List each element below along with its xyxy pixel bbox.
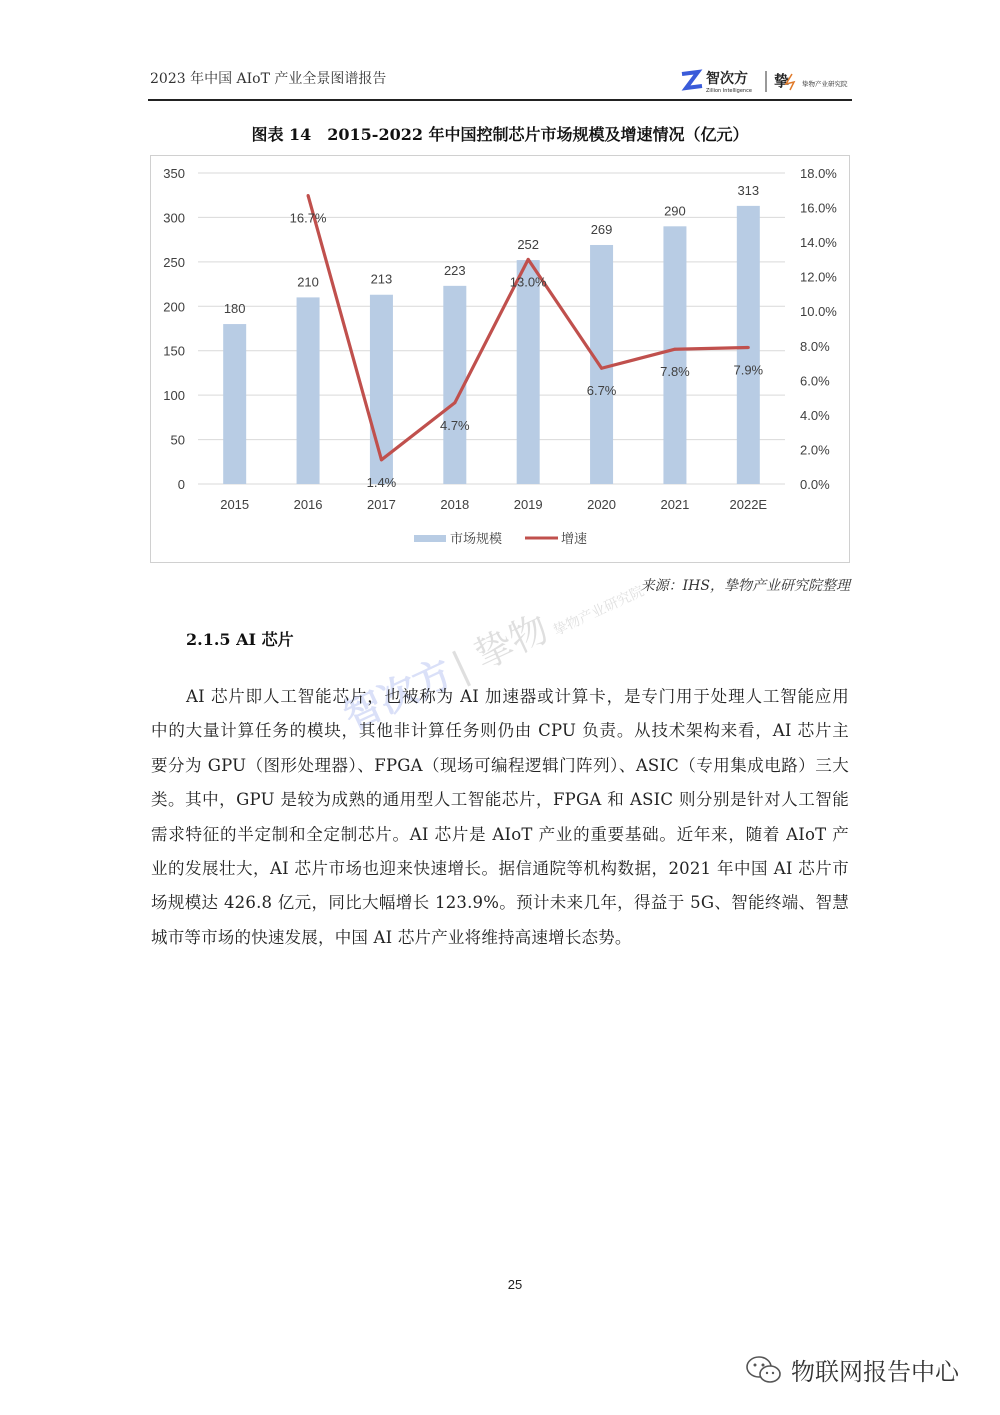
bar-value-label: 223 [443,262,466,278]
legend-bar-label: 市场规模 [450,532,503,547]
y-right-tick-label: 16.0% [800,200,837,216]
figure-source: 来源：IHS，挚物产业研究院整理 [640,578,850,594]
header-title: 2023 年中国 AIoT 产业全景图谱报告 [150,71,387,87]
x-tick-label: 2018 [440,497,470,512]
growth-value-label: 1.4% [366,474,397,490]
x-tick-label: 2019 [513,497,543,512]
bar-value-label: 252 [517,237,540,253]
growth-point-2016 [307,194,310,197]
body-line: 需求特征的半定制和全定制芯片。AI 芯片是 AIoT 产业的重要基础。近年来，随着 AIoT 产 [151,824,849,844]
body-line: 场规模达 426.8 亿元，同比大幅增长 123.9%。预计未来几年，得益于 5G、智能终端、智慧 [151,893,849,913]
bar-value-label: 210 [297,274,319,290]
bar-2021 [663,226,686,484]
bar-2015 [223,324,246,484]
growth-point-2018 [453,401,456,404]
y-left-tick-label: 300 [163,210,185,226]
wechat-icon [745,1355,783,1385]
bar-value-label: 180 [223,301,246,317]
y-right-tick-label: 4.0% [800,407,830,423]
growth-value-label: 7.9% [733,362,764,378]
svg-text:挚物产业研究院: 挚物产业研究院 [802,80,848,88]
y-right-tick-label: 14.0% [800,235,837,251]
x-tick-label: 2022E [729,497,768,512]
y-left-tick-label: 50 [170,432,185,448]
y-right-tick-label: 18.0% [800,166,837,181]
header-divider [148,99,852,101]
market-chart [150,155,850,563]
page-number: 25 [507,1277,523,1292]
growth-point-2019 [527,258,530,261]
y-left-tick-label: 100 [163,388,185,404]
bar-value-label: 290 [664,203,686,219]
body-line: 类。其中，GPU 是较为成熟的通用型人工智能芯片，FPGA 和 ASIC 则分别是针对人工智能 [151,790,849,810]
growth-point-2017 [380,458,383,461]
x-tick-label: 2017 [366,497,396,512]
growth-value-label: 16.7% [289,210,327,226]
y-right-tick-label: 8.0% [800,338,830,354]
x-tick-label: 2015 [220,497,250,512]
svg-text:Zillion Intelligence: Zillion Intelligence [706,88,752,94]
growth-value-label: 6.7% [586,383,617,399]
bar-value-label: 313 [737,182,760,198]
svg-text:挚: 挚 [774,72,790,90]
growth-point-2020 [600,367,603,370]
bar-2020 [590,245,613,484]
watermark: 智次方 | 挚物 挚物产业研究院 [337,583,647,739]
y-left-tick-label: 0 [177,477,185,492]
y-left-tick-label: 250 [163,254,185,270]
body-line: 中的大量计算任务的模块，其他非计算任务则仍由 CPU 负责。从技术架构来看，AI 芯片主 [151,721,849,741]
body-line: 业的发展壮大，AI 芯片市场也迎来快速增长。据信通院等机构数据，2021 年中国 AI 芯片市 [151,859,849,878]
body-line: 要分为 GPU（图形处理器）、FPGA（现场可编程逻辑门阵列）、ASIC（专用集成电路）三大 [151,755,849,775]
x-tick-label: 2016 [293,497,323,512]
y-right-tick-label: 0.0% [800,477,830,492]
y-left-tick-label: 200 [163,299,185,315]
body-line: 城市等市场的快速发展，中国 AI 芯片产业将维持高速增长态势。 [151,927,632,947]
section-heading: 2.1.5 AI 芯片 [186,630,294,649]
y-right-tick-label: 12.0% [800,269,837,285]
y-left-tick-label: 150 [163,343,185,359]
figure-title: 图表 14 2015-2022 年中国控制芯片市场规模及增速情况（亿元） [251,125,749,144]
y-right-tick-label: 10.0% [800,304,837,320]
growth-point-2021 [673,348,676,351]
bar-value-label: 269 [590,221,613,237]
y-right-tick-label: 6.0% [800,373,830,389]
legend-bar-swatch [414,535,446,542]
zillion-logo-icon [680,68,852,94]
bar-2022E [737,206,760,484]
svg-text:智次方: 智次方 [706,71,748,87]
growth-point-2022E [747,346,750,349]
bar-2019 [517,260,540,484]
wechat-footer [745,1352,959,1387]
bar-2016 [297,297,320,484]
body-line: AI 芯片即人工智能芯片，也被称为 AI 加速器或计算卡，是专门用于处理人工智能应用 [186,687,849,706]
growth-value-label: 13.0% [509,274,547,290]
x-tick-label: 2021 [660,497,690,512]
bar-value-label: 213 [370,271,393,287]
legend-line-label: 增速 [561,532,588,547]
header-logo [680,68,852,94]
y-right-tick-label: 2.0% [800,442,830,458]
x-tick-label: 2020 [587,497,617,512]
y-left-tick-label: 350 [163,166,185,181]
wechat-account-name: 物联网报告中心 [791,1358,959,1386]
growth-value-label: 7.8% [660,364,690,380]
growth-value-label: 4.7% [439,417,470,433]
